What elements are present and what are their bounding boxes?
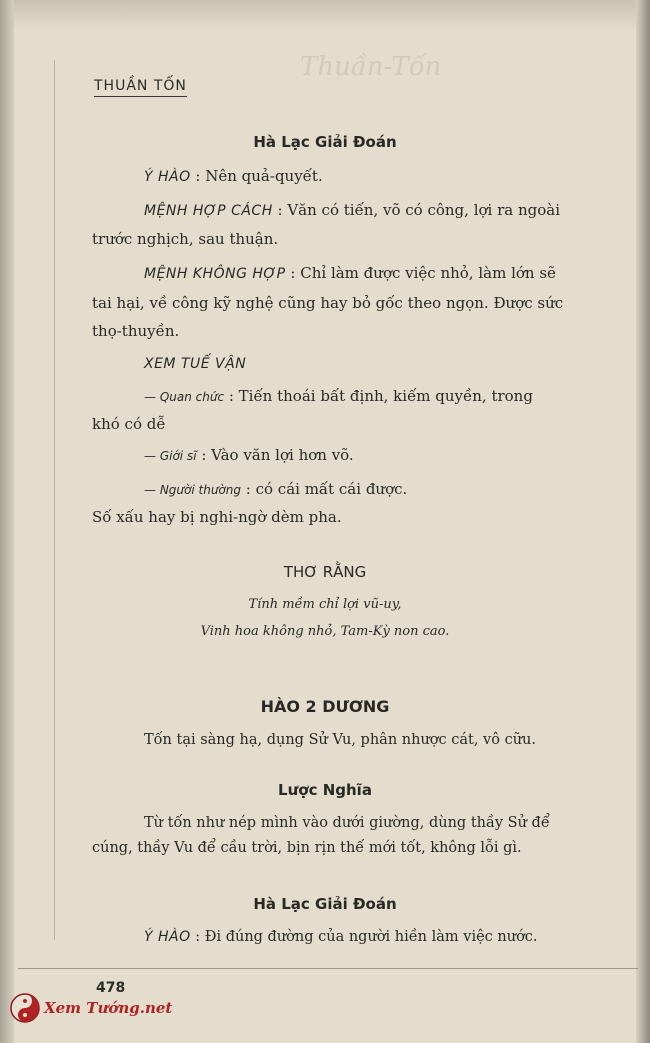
quan-chuc-text-2: khó có dễ (92, 415, 166, 433)
page-right-edge (636, 0, 650, 1043)
nguoi-thuong-label: — Người thường (144, 483, 241, 497)
quan-chuc-text: : Tiến thoái bất định, kiếm quyền, trong (228, 387, 533, 405)
khong-hop-label: MỆNH KHÔNG HỢP (144, 266, 286, 282)
menh-hop-line (144, 201, 560, 219)
y-hao-label: Ý HÀO (144, 169, 191, 185)
page-top-fold (14, 0, 636, 30)
luoc-nghia-text-2: cúng, thầy Vu để cầu trời, bịn rịn thế mới tốt, không lỗi gì. (92, 840, 522, 856)
menh-hop-text-2: trước nghịch, sau thuận. (92, 230, 279, 248)
y-hao-label-2: Ý HÀO (144, 929, 191, 945)
khong-hop-line (144, 264, 556, 282)
running-header: THUẦN TỐN (94, 78, 187, 97)
section-heading-ha-lac: Hà Lạc Giải Đoán (253, 133, 397, 151)
page-spine (0, 0, 14, 1043)
watermark-text: Xem Tướng.net (44, 999, 173, 1017)
margin-line (54, 60, 55, 940)
gioi-si-line (144, 446, 354, 464)
page-number: 478 (96, 980, 126, 996)
y-hao-text: : Nên quả-quyết. (195, 167, 323, 185)
bottom-rule (18, 968, 638, 969)
gioi-si-text: : Vào văn lợi hơn võ. (201, 446, 354, 464)
bleed-through-title: Thuần-Tốn (300, 52, 442, 82)
khong-hop-text: : Chỉ làm được việc nhỏ, làm lớn sẽ (290, 264, 556, 282)
gioi-si-label: — Giới sĩ (144, 449, 197, 463)
khong-hop-text-3: thọ-thuyền. (92, 322, 180, 340)
nguoi-thuong-text: : có cái mất cái được. (245, 480, 408, 498)
site-watermark (10, 990, 172, 1026)
quan-chuc-label: — Quan chức (144, 390, 225, 404)
xem-tue-van: XEM TUẾ VẬN (144, 356, 247, 372)
yin-yang-icon (10, 993, 40, 1023)
y-hao-text-2: : Đi đúng đường của người hiền làm việc nước. (195, 929, 538, 945)
menh-hop-text: : Văn có tiến, võ có công, lợi ra ngoài (277, 201, 561, 219)
nguoi-thuong-line (144, 480, 407, 498)
poem-heading: THƠ RẰNG (283, 563, 367, 581)
poem-line-2: Vinh hoa không nhỏ, Tam-Kỳ non cao. (200, 624, 450, 639)
khong-hop-text-2: tai hại, về công kỹ nghệ cũng hay bỏ gốc theo ngọn. Được sức (92, 294, 564, 312)
y-hao-line-2 (144, 929, 538, 945)
luoc-nghia-heading: Lược Nghĩa (278, 781, 372, 799)
y-hao-line (144, 167, 323, 185)
poem-line-1: Tính mềm chỉ lợi vũ-uy, (248, 597, 402, 612)
quan-chuc-line (144, 387, 533, 405)
so-xau-line: Số xấu hay bị nghi-ngờ dèm pha. (92, 508, 342, 526)
luoc-nghia-text-1: Từ tốn như nép mình vào dưới giường, dùng thầy Sử để (144, 815, 550, 831)
menh-hop-label: MỆNH HỢP CÁCH (144, 203, 273, 219)
section-heading-ha-lac-2: Hà Lạc Giải Đoán (253, 895, 397, 913)
hao-2-heading: HÀO 2 DƯƠNG (260, 697, 390, 716)
hao-2-text: Tốn tại sàng hạ, dụng Sử Vu, phân nhược cát, vô cữu. (144, 732, 536, 748)
